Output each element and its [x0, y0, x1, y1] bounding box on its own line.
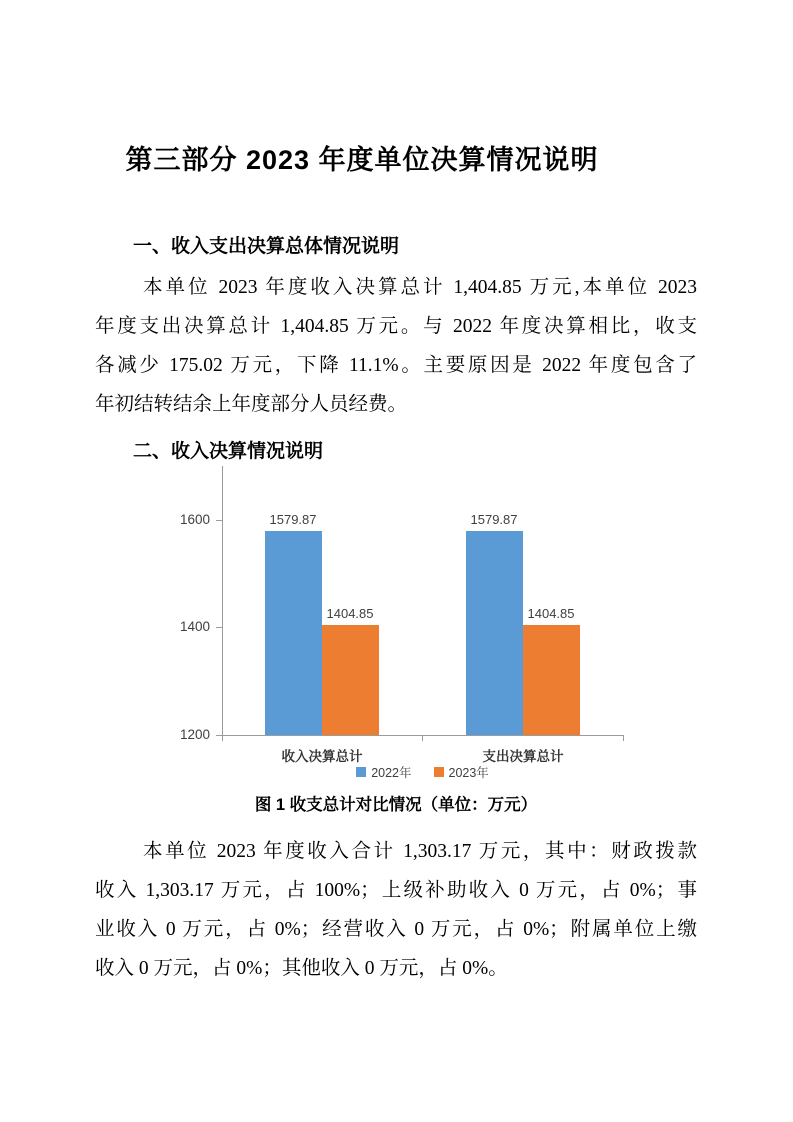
x-axis-line [222, 735, 624, 736]
y-tick-mark [216, 627, 222, 628]
y-axis-tick-label: 1200 [179, 727, 210, 742]
legend-item-2023 [434, 763, 489, 781]
chart-plot-area [179, 466, 623, 764]
bar-2023-income-total [322, 625, 379, 735]
bar-2023-expense-total [523, 625, 580, 735]
section-1-heading: 一、收入支出决算总体情况说明 [133, 236, 400, 257]
y-axis-tick-label: 1600 [179, 512, 210, 527]
data-label: 1579.87 [269, 511, 317, 527]
chart-legend [222, 763, 623, 781]
section-2-heading: 二、收入决算情况说明 [133, 441, 324, 462]
legend-swatch-2022 [356, 767, 366, 777]
paragraph-line: 年初结转结余上年度部分人员经费。 [95, 394, 408, 415]
data-label: 1579.87 [470, 511, 518, 527]
y-tick-mark [216, 520, 222, 521]
data-label: 1404.85 [527, 605, 575, 621]
paragraph-line: 年度支出决算总计 1,404.85 万元。与 2022 年度决算相比，收支 [95, 316, 697, 337]
legend-item-2022 [356, 763, 411, 781]
page-title: 第三部分 2023 年度单位决算情况说明 [125, 145, 599, 175]
paragraph-line: 本单位 2023 年度收入合计 1,303.17 万元，其中：财政拨款 [143, 841, 697, 862]
category-label-expense: 支出决算总计 [482, 749, 564, 764]
bar-2022-income-total [265, 531, 322, 735]
section-2-paragraph [95, 832, 697, 988]
bar-2022-expense-total [466, 531, 523, 735]
x-tick-mark [422, 736, 423, 741]
y-axis-line [222, 466, 223, 735]
x-tick-mark [222, 736, 223, 741]
legend-label: 2022年 [371, 766, 412, 780]
y-axis-tick-label: 1400 [179, 619, 210, 634]
paragraph-line: 收入 1,303.17 万元，占 100%；上级补助收入 0 万元，占 0%；事 [95, 880, 697, 901]
section-1-paragraph [95, 268, 697, 424]
legend-label: 2023年 [448, 766, 489, 780]
paragraph-line: 各减少 175.02 万元，下降 11.1%。主要原因是 2022 年度包含了 [95, 355, 697, 376]
paragraph-line: 业收入 0 万元，占 0%；经营收入 0 万元，占 0%；附属单位上缴 [95, 919, 697, 940]
data-label: 1404.85 [326, 605, 374, 621]
figure-caption: 图 1 收支总计对比情况（单位：万元） [254, 796, 538, 814]
legend-swatch-2023 [434, 767, 444, 777]
paragraph-line: 收入 0 万元，占 0%；其他收入 0 万元，占 0%。 [95, 958, 508, 979]
bar-chart-income-expense [95, 462, 697, 788]
paragraph-line: 本单位 2023 年度收入决算总计 1,404.85 万元,本单位 2023 [143, 277, 697, 298]
category-label-income: 收入决算总计 [281, 749, 363, 764]
x-tick-mark [623, 736, 624, 741]
